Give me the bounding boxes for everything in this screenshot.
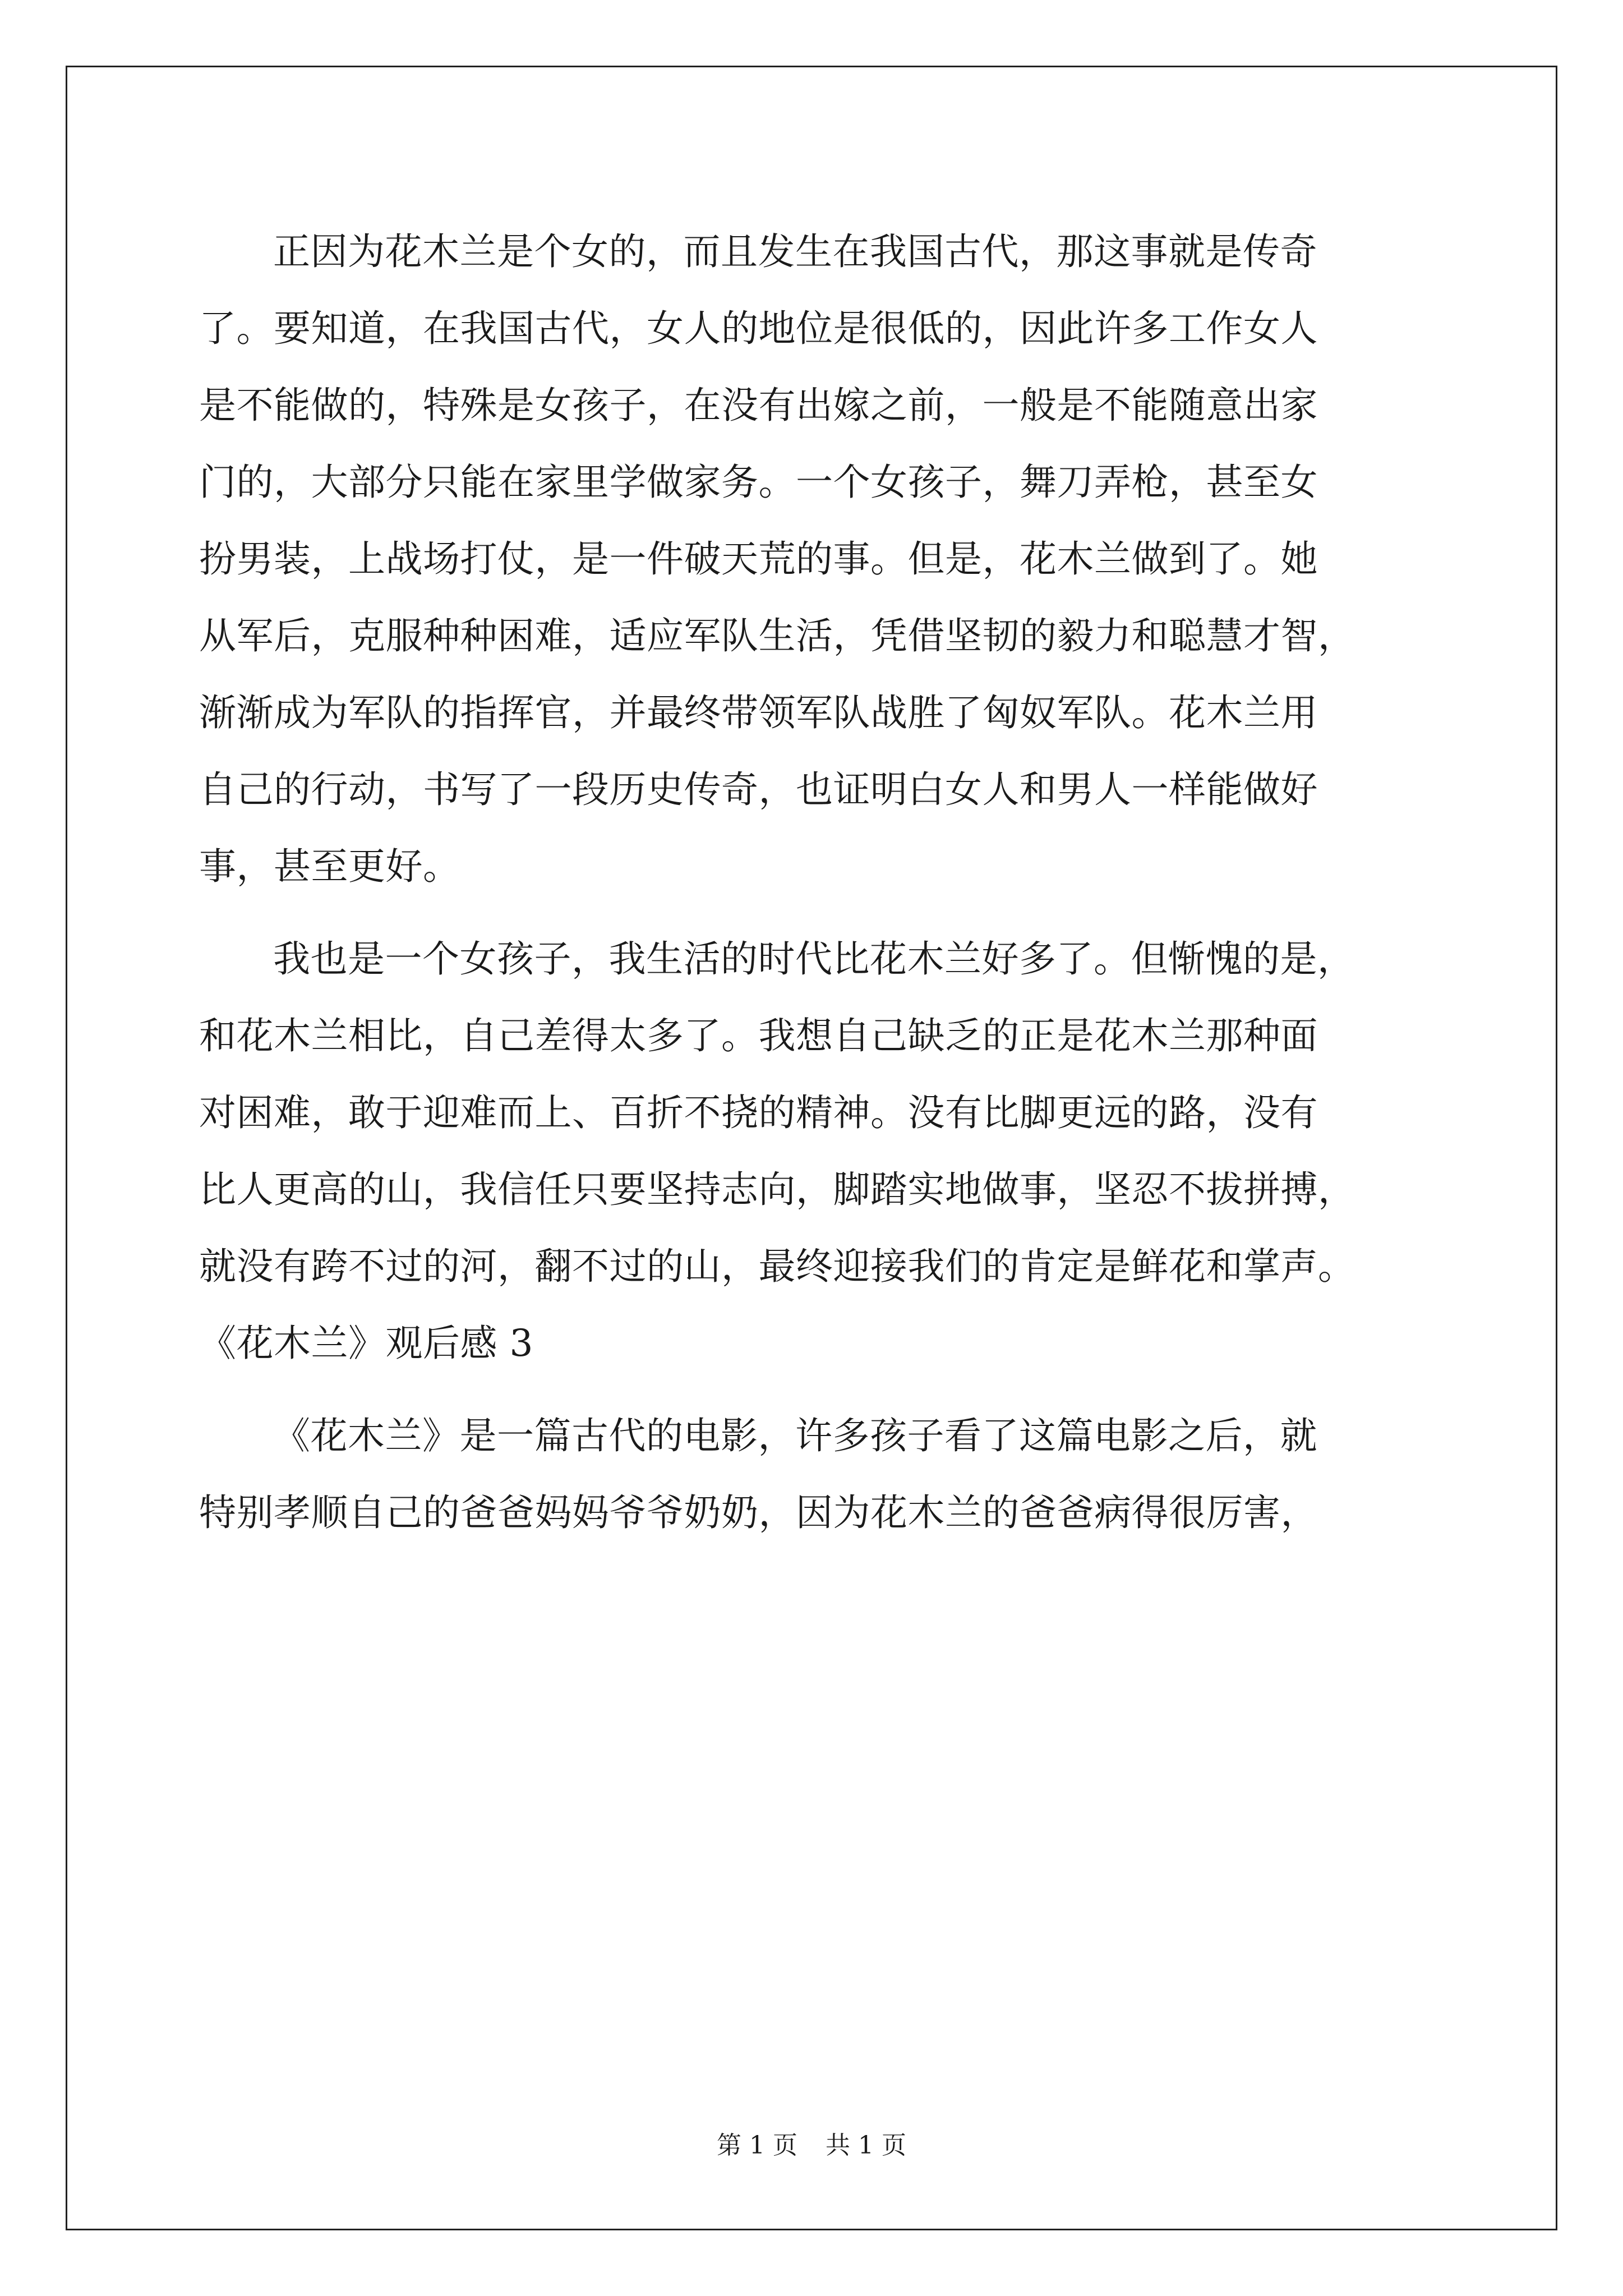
text-line: 比人更高的山，我信任只要坚持志向，脚踏实地做事，坚忍不拔拼搏，	[199, 1168, 1355, 1211]
text-line: 和花木兰相比，自己差得太多了。我想自己缺乏的正是花木兰那种面	[199, 1014, 1318, 1057]
text-line: 事，甚至更好。	[199, 845, 460, 888]
page-number: 第 1 页	[717, 2131, 797, 2160]
text-line: 门的，大部分只能在家里学做家务。一个女孩子，舞刀弄枪，甚至女	[199, 461, 1318, 504]
text-line: 了。要知道，在我国古代，女人的地位是很低的，因此许多工作女人	[199, 307, 1318, 350]
text-line: 我也是一个女孩子，我生活的时代比花木兰好多了。但惭愧的是，	[273, 937, 1355, 981]
text-line: 是不能做的，特殊是女孩子，在没有出嫁之前，一般是不能随意出家	[199, 384, 1318, 427]
document-body	[199, 213, 1433, 1551]
paragraph-1	[199, 213, 1433, 905]
paragraph-3	[199, 1397, 1433, 1551]
text-line: 扮男装，上战场打仗，是一件破天荒的事。但是，花木兰做到了。她	[199, 537, 1318, 581]
text-line: 《花木兰》是一篇古代的电影，许多孩子看了这篇电影之后，就	[273, 1414, 1317, 1457]
paragraph-2	[199, 921, 1433, 1305]
text-line: 从军后，克服种种困难，适应军队生活，凭借坚韧的毅力和聪慧才智，	[199, 614, 1355, 657]
text-line: 正因为花木兰是个女的，而且发生在我国古代，那这事就是传奇	[273, 230, 1317, 273]
section-title: 《花木兰》观后感 3	[199, 1322, 533, 1365]
text-line: 对困难，敢于迎难而上、百折不挠的精神。没有比脚更远的路，没有	[199, 1091, 1318, 1134]
text-line: 就没有跨不过的河，翻不过的山，最终迎接我们的肯定是鲜花和掌声。	[199, 1245, 1355, 1288]
text-line: 渐渐成为军队的指挥官，并最终带领军队战胜了匈奴军队。花木兰用	[199, 691, 1318, 734]
page-total: 共 1 页	[826, 2131, 906, 2160]
text-line: 自己的行动，书写了一段历史传奇，也证明白女人和男人一样能做好	[199, 768, 1318, 811]
page-footer	[0, 2129, 1623, 2162]
text-line: 特别孝顺自己的爸爸妈妈爷爷奶奶，因为花木兰的爸爸病得很厉害，	[199, 1491, 1318, 1534]
